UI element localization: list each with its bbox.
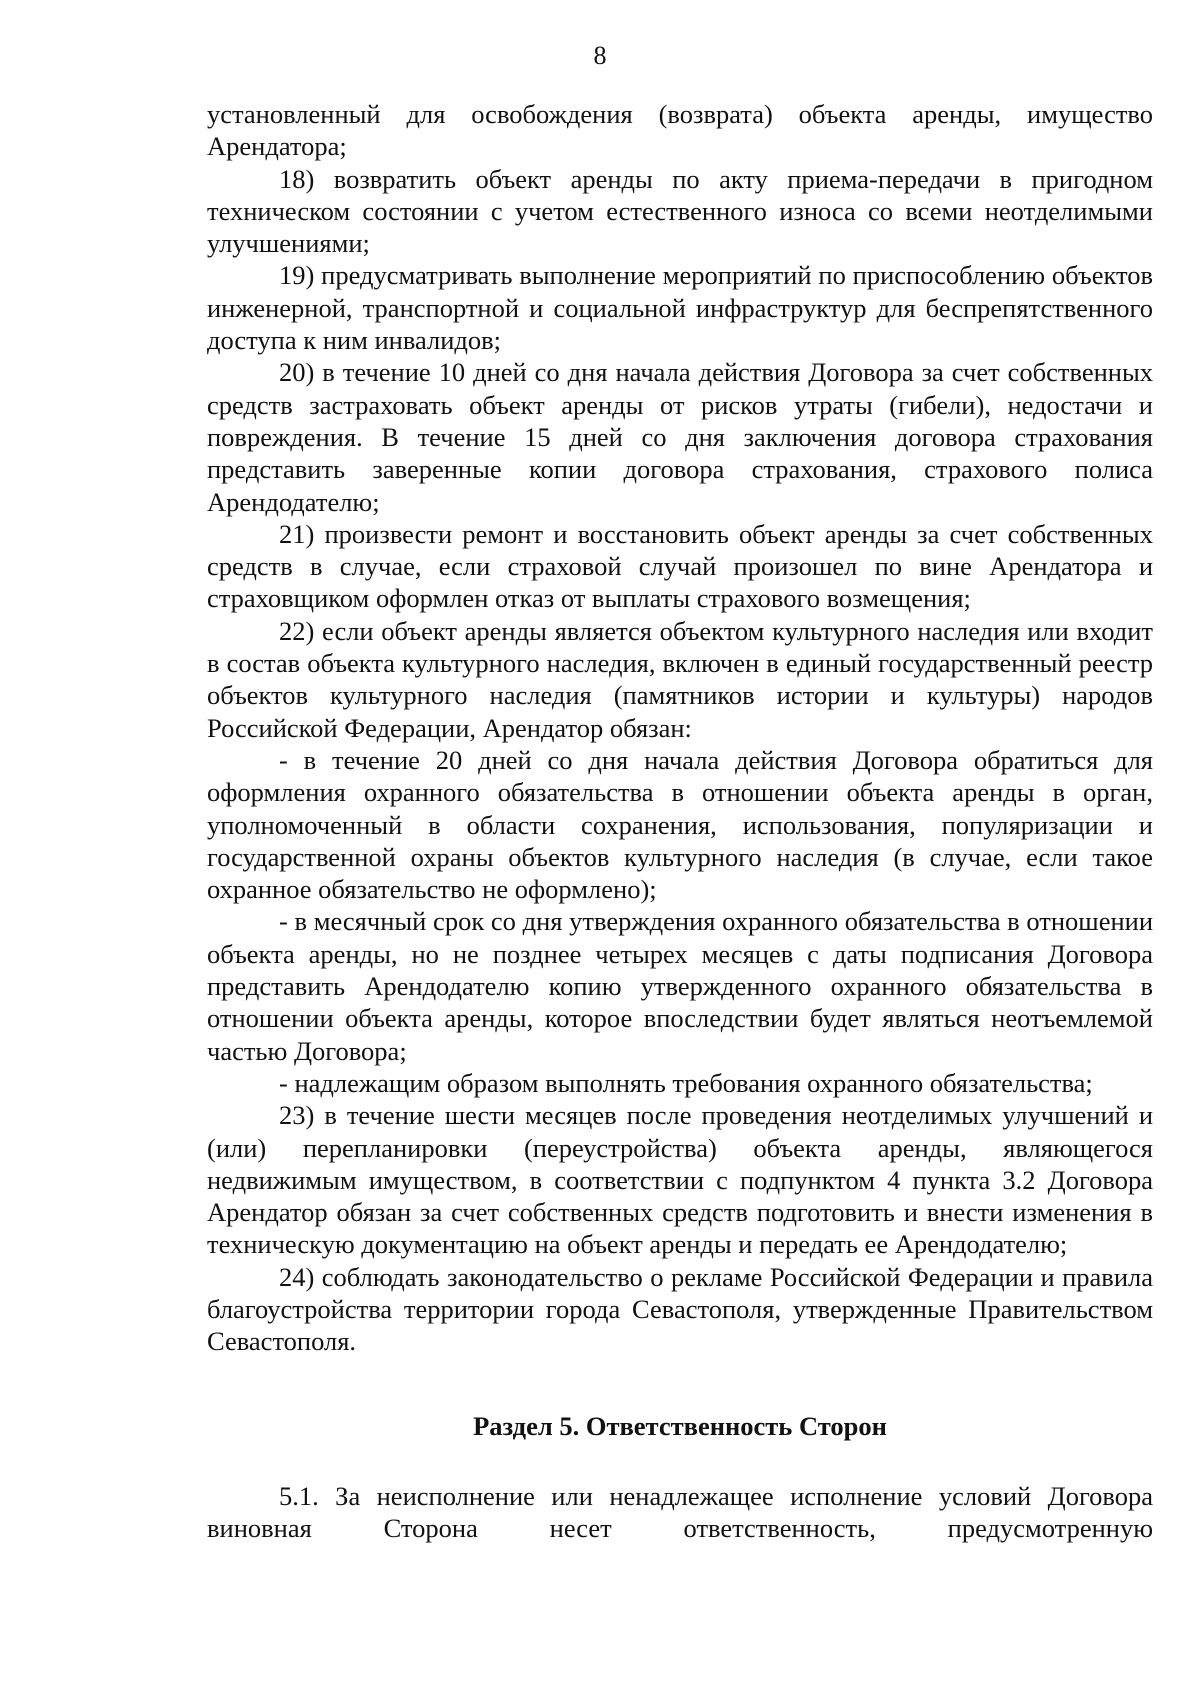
paragraph-continuation: установленный для освобождения (возврата) объекта аренды, имущество Арендатора; — [207, 99, 1153, 162]
clause-23: 23) в течение шести месяцев после проведения неотделимых улучшений и (или) перепланировки (переустройства) объекта аренды, являющегося недвижимым имуществом, в соответствии с подпунктом 4 пункта 3.2 Договора Арендатор обязан за счет собственных средств подготовить и внести изменения в техническую документацию на объект аренды и передать ее Арендодателю; — [207, 1100, 1153, 1260]
clause-20: 20) в течение 10 дней со дня начала действия Договора за счет собственных средств застраховать объект аренды от рисков утраты (гибели), недостачи и повреждения. В течение 15 дней со дня заключения договора страхования представить заверенные копии договора страхования, страхового полиса Арендодателю; — [207, 357, 1153, 517]
clause-22: 22) если объект аренды является объектом культурного наследия или входит в состав объекта культурного наследия, включен в единый государственный реестр объектов культурного наследия (памятников истории и культуры) народов Российской Федерации, Арендатор обязан: — [207, 615, 1153, 743]
section-heading: Раздел 5. Ответственность Сторон — [473, 1410, 887, 1441]
clause-22-item-1: - в течение 20 дней со дня начала действия Договора обратиться для оформления охранного обязательства в отношении объекта аренды в орган, уполномоченный в области сохранения, использования, популяризации и государственной охраны объектов культурного наследия (в случае, если такое охранное обязательство не оформлено); — [207, 744, 1153, 905]
clause-19: 19) предусматривать выполнение мероприятий по приспособлению объектов инженерной, транспортной и социальной инфраструктур для беспрепятственного доступа к ним инвалидов; — [207, 260, 1153, 356]
clause-18: 18) возвратить объект аренды по акту приема-передачи в пригодном техническом состоянии с учетом естественного износа со всеми неотделимыми улучшениями; — [207, 163, 1153, 259]
clause-22-item-2: - в месячный срок со дня утверждения охранного обязательства в отношении объекта аренды, но не позднее четырех месяцев с даты подписания Договора представить Арендодателю копию утвержденного охранного обязательства в отношении объекта аренды, которое впоследствии будет являться неотъемлемой частью Договора; — [207, 906, 1153, 1066]
clause-5-1: 5.1. За неисполнение или ненадлежащее исполнение условий Договора виновная Сторона несет ответственность, предусмотренную — [207, 1480, 1153, 1544]
clause-22-item-3: - надлежащим образом выполнять требования охранного обязательства; — [279, 1067, 1093, 1098]
clause-24: 24) соблюдать законодательство о рекламе Российской Федерации и правила благоустройства территории города Севастополя, утвержденные Правительством Севастополя. — [207, 1261, 1153, 1357]
document-body — [207, 98, 1153, 1544]
clause-21: 21) произвести ремонт и восстановить объект аренды за счет собственных средств в случае, если страховой случай произошел по вине Арендатора и страховщиком оформлен отказ от выплаты страхового возмещения; — [207, 518, 1153, 614]
page-number: 8 — [593, 41, 607, 70]
